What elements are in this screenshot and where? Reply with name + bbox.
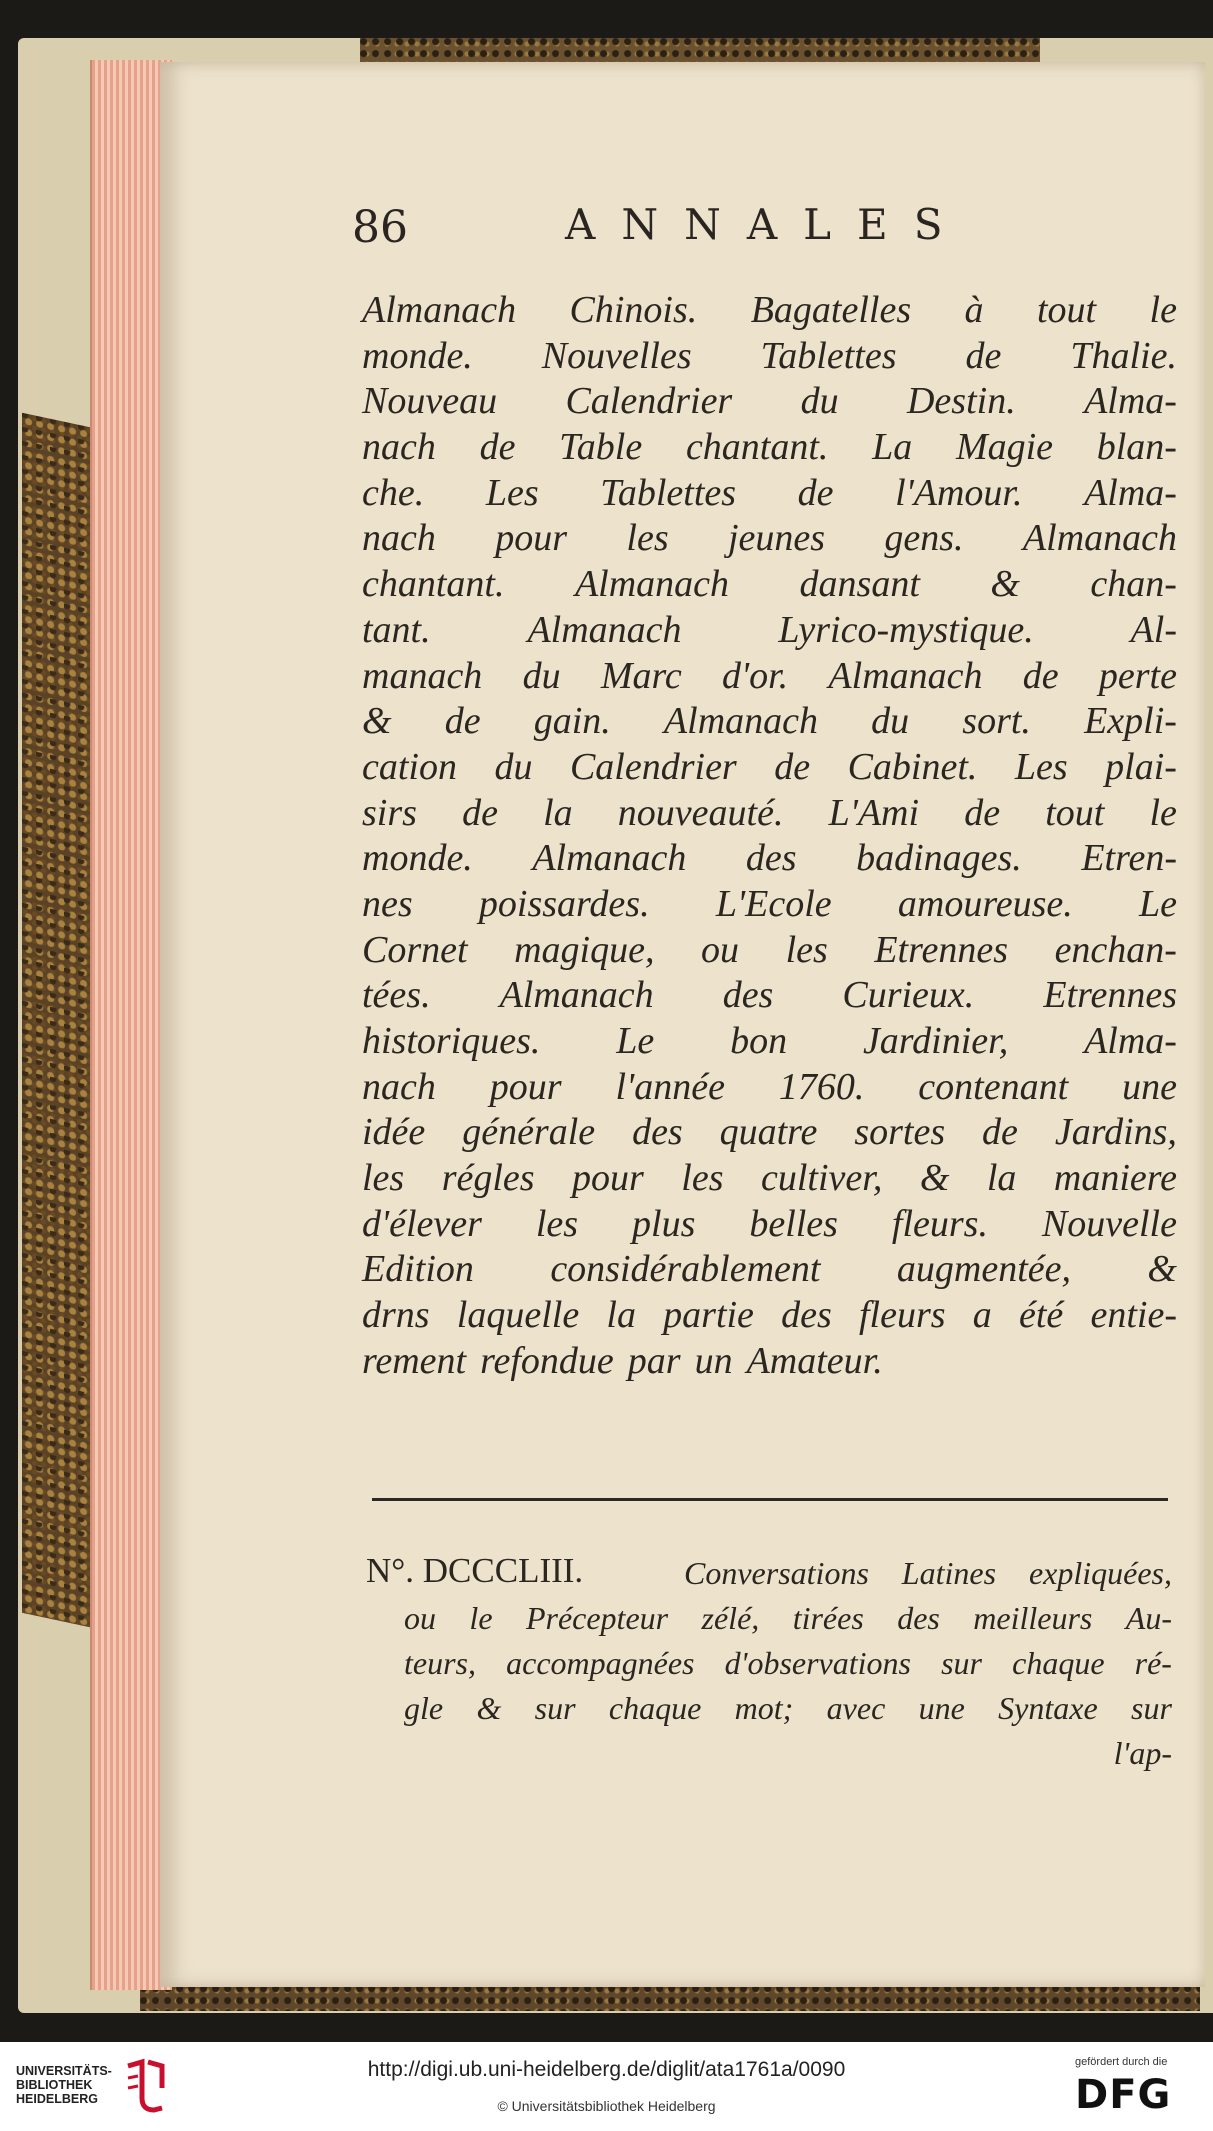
word: Etrennes bbox=[1043, 974, 1177, 1017]
word: les bbox=[681, 1157, 724, 1200]
word: poissardes. bbox=[478, 882, 650, 925]
library-name-line: UNIVERSITÄTS- bbox=[16, 2064, 112, 2078]
word: tirées bbox=[792, 1600, 864, 1636]
entry-line bbox=[404, 1551, 1172, 1596]
word: Almanach bbox=[532, 837, 687, 880]
text-line bbox=[362, 1065, 1177, 1111]
word: du bbox=[871, 700, 910, 743]
word: manach bbox=[362, 654, 483, 697]
word: de bbox=[774, 745, 811, 788]
word: une bbox=[918, 1690, 965, 1726]
word: mot; bbox=[734, 1690, 794, 1726]
word: nach bbox=[362, 1065, 436, 1108]
text-line bbox=[362, 379, 1177, 425]
text-line bbox=[362, 973, 1177, 1019]
word: sirs bbox=[362, 791, 417, 834]
word: chantant. bbox=[685, 426, 829, 469]
word: contenant bbox=[918, 1065, 1069, 1108]
word: laquelle bbox=[456, 1294, 580, 1337]
word: les bbox=[362, 1157, 405, 1200]
word: augmentée, bbox=[896, 1248, 1071, 1291]
word: Almanach bbox=[663, 700, 818, 743]
word: la bbox=[606, 1294, 636, 1337]
word: zélé, bbox=[701, 1600, 760, 1636]
word: belles bbox=[749, 1202, 838, 1245]
word: de bbox=[444, 700, 481, 743]
word: monde. bbox=[362, 837, 473, 880]
text-line bbox=[362, 1293, 1177, 1339]
entry-line bbox=[404, 1596, 1172, 1641]
word: chaque bbox=[1012, 1645, 1105, 1681]
word: gens. bbox=[884, 517, 964, 560]
text-line bbox=[362, 745, 1177, 791]
word: teurs, bbox=[404, 1645, 476, 1681]
copyright-notice: © Universitätsbibliothek Heidelberg bbox=[497, 2098, 716, 2114]
word: à bbox=[964, 289, 984, 331]
word: Latines bbox=[901, 1555, 997, 1591]
word: Al- bbox=[1130, 608, 1177, 651]
word: Thalie. bbox=[1070, 334, 1177, 377]
word: Alma- bbox=[1084, 1020, 1177, 1062]
word: l'année bbox=[615, 1065, 725, 1108]
word: plai- bbox=[1105, 745, 1177, 788]
word: 1760. bbox=[778, 1065, 865, 1108]
body-text bbox=[362, 288, 1177, 1385]
word: cation bbox=[362, 745, 457, 788]
text-line bbox=[362, 1156, 1177, 1202]
word: meilleurs bbox=[973, 1600, 1093, 1636]
word: l'Amour. bbox=[895, 471, 1023, 514]
dfg-logo: DFG bbox=[1075, 2072, 1172, 2118]
word: de bbox=[479, 426, 516, 469]
word: les bbox=[785, 928, 828, 971]
word: Almanach bbox=[499, 974, 654, 1017]
marbled-binding-bottom bbox=[140, 1985, 1200, 2011]
text-line bbox=[362, 425, 1177, 471]
page-number: 86 bbox=[352, 202, 408, 253]
text-line bbox=[362, 928, 1177, 974]
word: plus bbox=[632, 1202, 696, 1245]
word: sur bbox=[534, 1690, 576, 1726]
word: gle bbox=[404, 1690, 444, 1726]
word: Précepteur bbox=[525, 1600, 669, 1636]
word: générale bbox=[462, 1111, 596, 1154]
word: L'Ami bbox=[828, 791, 920, 834]
text-line bbox=[362, 562, 1177, 608]
text-line bbox=[362, 882, 1177, 928]
word: Almanach bbox=[574, 563, 730, 606]
word: des bbox=[722, 974, 774, 1017]
text-line bbox=[362, 836, 1177, 882]
word: & bbox=[1147, 1248, 1177, 1291]
word: Jardinier, bbox=[862, 1020, 1009, 1062]
word: quatre bbox=[719, 1111, 818, 1154]
text-line bbox=[362, 608, 1177, 654]
word: Curieux. bbox=[842, 974, 975, 1017]
word: entie- bbox=[1090, 1294, 1177, 1337]
word: fleurs bbox=[859, 1294, 946, 1337]
word: chan- bbox=[1090, 563, 1177, 606]
word: monde. bbox=[362, 334, 473, 377]
entry-text bbox=[404, 1551, 1172, 1776]
word: ré- bbox=[1134, 1645, 1172, 1681]
word: d'élever bbox=[362, 1202, 482, 1245]
word: Nouvelles bbox=[541, 334, 692, 377]
word: historiques. bbox=[362, 1020, 541, 1062]
word: Alma- bbox=[1084, 471, 1177, 514]
word: L'Ecole bbox=[715, 882, 832, 925]
word: de bbox=[1022, 654, 1059, 697]
word: Expli- bbox=[1084, 700, 1177, 743]
word: de bbox=[964, 791, 1001, 834]
word: la bbox=[986, 1157, 1017, 1200]
word: Etrennes bbox=[874, 928, 1009, 971]
word: refondue bbox=[480, 1339, 614, 1382]
text-line bbox=[362, 288, 1177, 334]
funding-text: gefördert durch die bbox=[1075, 2056, 1168, 2068]
word: perte bbox=[1098, 654, 1177, 697]
word: des bbox=[632, 1111, 683, 1154]
text-line bbox=[362, 1110, 1177, 1156]
word: Tablettes bbox=[760, 334, 897, 377]
word: Les bbox=[485, 471, 539, 514]
word: Le bbox=[616, 1020, 655, 1062]
word: de bbox=[982, 1111, 1018, 1154]
word: maniere bbox=[1053, 1157, 1177, 1200]
text-line bbox=[362, 1247, 1177, 1293]
word: Almanach bbox=[362, 289, 517, 331]
word: Lyrico-mystique. bbox=[778, 608, 1034, 651]
word: les bbox=[535, 1202, 579, 1245]
word: fleurs. bbox=[891, 1202, 988, 1245]
entry-number: N°. DCCCLIII. bbox=[366, 1551, 584, 1590]
word: les bbox=[626, 517, 669, 560]
word: magique, bbox=[514, 928, 655, 971]
word: Almanach bbox=[1022, 517, 1177, 560]
word: régles bbox=[441, 1157, 535, 1200]
word: Etren- bbox=[1081, 837, 1177, 880]
word: & bbox=[476, 1690, 502, 1726]
word: le bbox=[1149, 791, 1177, 834]
word: du bbox=[494, 745, 533, 788]
word: d'or. bbox=[721, 654, 789, 697]
word: sur bbox=[941, 1645, 982, 1681]
word: accompagnées bbox=[506, 1645, 695, 1681]
word: ou bbox=[404, 1600, 436, 1636]
text-line bbox=[362, 334, 1177, 380]
word: tant. bbox=[362, 608, 431, 651]
word: Nouveau bbox=[362, 380, 498, 423]
word: Calendrier bbox=[565, 380, 733, 423]
word: pour bbox=[489, 1065, 562, 1108]
word: tout bbox=[1036, 289, 1097, 331]
word: gain. bbox=[533, 700, 611, 743]
word: a bbox=[972, 1294, 992, 1337]
word: tout bbox=[1045, 791, 1105, 834]
word: pour bbox=[572, 1157, 644, 1200]
word: partie bbox=[663, 1294, 754, 1337]
word: Calendrier bbox=[569, 745, 737, 788]
word: des bbox=[897, 1600, 940, 1636]
word: blan- bbox=[1096, 426, 1177, 469]
viewer-footer bbox=[0, 2042, 1213, 2131]
word: la bbox=[543, 791, 573, 834]
word: bon bbox=[730, 1020, 788, 1062]
word: Les bbox=[1014, 745, 1068, 788]
word: sort. bbox=[962, 700, 1031, 743]
word: Cornet bbox=[362, 928, 468, 971]
word: avec bbox=[826, 1690, 886, 1726]
word: & bbox=[990, 563, 1020, 606]
catchword: l'ap- bbox=[1113, 1735, 1172, 1771]
word: des bbox=[745, 837, 797, 880]
word: dansant bbox=[799, 563, 920, 606]
word: jeunes bbox=[727, 517, 826, 560]
entry-line bbox=[404, 1641, 1172, 1686]
section-rule bbox=[372, 1498, 1168, 1501]
word: sortes bbox=[854, 1111, 946, 1154]
marbled-binding-spine bbox=[22, 413, 90, 1627]
word: Table bbox=[559, 426, 643, 469]
text-line bbox=[362, 1339, 1177, 1385]
text-line bbox=[362, 1202, 1177, 1248]
text-line bbox=[362, 516, 1177, 562]
word: été bbox=[1018, 1294, 1064, 1337]
word: Magie bbox=[955, 426, 1054, 469]
word: & bbox=[919, 1157, 950, 1200]
word: Conversations bbox=[684, 1555, 869, 1591]
word: nach bbox=[362, 517, 436, 560]
word: de bbox=[965, 334, 1002, 377]
word: Tablettes bbox=[600, 471, 737, 514]
word: Marc bbox=[600, 654, 682, 697]
word: le bbox=[1149, 289, 1177, 331]
word: La bbox=[872, 426, 913, 469]
word: cultiver, bbox=[760, 1157, 883, 1200]
word: expliquées, bbox=[1028, 1555, 1172, 1591]
word: Jardins, bbox=[1054, 1111, 1177, 1154]
word: rement bbox=[362, 1339, 467, 1382]
word: nes bbox=[362, 882, 413, 925]
running-title: ANNALES bbox=[565, 200, 969, 249]
word: nouveauté. bbox=[617, 791, 784, 834]
word: amoureuse. bbox=[897, 882, 1073, 925]
word: & bbox=[362, 700, 392, 743]
word: drns bbox=[362, 1294, 430, 1337]
word: Chinois. bbox=[569, 289, 698, 331]
word: chantant. bbox=[362, 563, 505, 606]
word: des bbox=[781, 1294, 832, 1337]
word: Almanach bbox=[527, 608, 682, 651]
word: idée bbox=[362, 1111, 426, 1154]
word: d'observations bbox=[724, 1645, 911, 1681]
word: Alma- bbox=[1084, 380, 1177, 423]
word: du bbox=[522, 654, 561, 697]
word: de bbox=[797, 471, 834, 514]
text-line bbox=[362, 791, 1177, 837]
word: badinages. bbox=[856, 837, 1022, 880]
text-line bbox=[362, 699, 1177, 745]
word: Au- bbox=[1125, 1600, 1172, 1636]
library-name-line: HEIDELBERG bbox=[16, 2092, 98, 2106]
text-line bbox=[362, 654, 1177, 700]
word: enchan- bbox=[1054, 928, 1177, 971]
word: Le bbox=[1139, 882, 1177, 925]
word: de bbox=[462, 791, 498, 834]
word: nach bbox=[362, 426, 436, 469]
text-line bbox=[362, 471, 1177, 517]
word: Edition bbox=[362, 1248, 474, 1291]
word: une bbox=[1122, 1065, 1177, 1108]
word: sur bbox=[1131, 1690, 1172, 1726]
word: chaque bbox=[608, 1690, 702, 1726]
word: Cabinet. bbox=[847, 745, 978, 788]
word: le bbox=[469, 1600, 493, 1636]
word: pour bbox=[495, 517, 568, 560]
word: tées. bbox=[362, 974, 431, 1017]
word: ou bbox=[701, 928, 740, 971]
word: Amateur. bbox=[746, 1339, 883, 1382]
word: Syntaxe bbox=[998, 1690, 1098, 1726]
permalink-url[interactable]: http://digi.ub.uni-heidelberg.de/diglit/ata1761a/0090 bbox=[367, 2058, 846, 2081]
word: par bbox=[627, 1339, 681, 1382]
word: considérablement bbox=[550, 1248, 821, 1291]
text-line bbox=[362, 1019, 1177, 1065]
word: du bbox=[800, 380, 839, 423]
word: Nouvelle bbox=[1041, 1202, 1177, 1245]
word: Bagatelles bbox=[750, 289, 912, 331]
word: un bbox=[694, 1339, 733, 1382]
word: Destin. bbox=[906, 380, 1016, 423]
word: Almanach bbox=[828, 654, 983, 697]
word: che. bbox=[362, 471, 425, 514]
library-name-line: BIBLIOTHEK bbox=[16, 2078, 93, 2092]
entry-line bbox=[404, 1686, 1172, 1731]
